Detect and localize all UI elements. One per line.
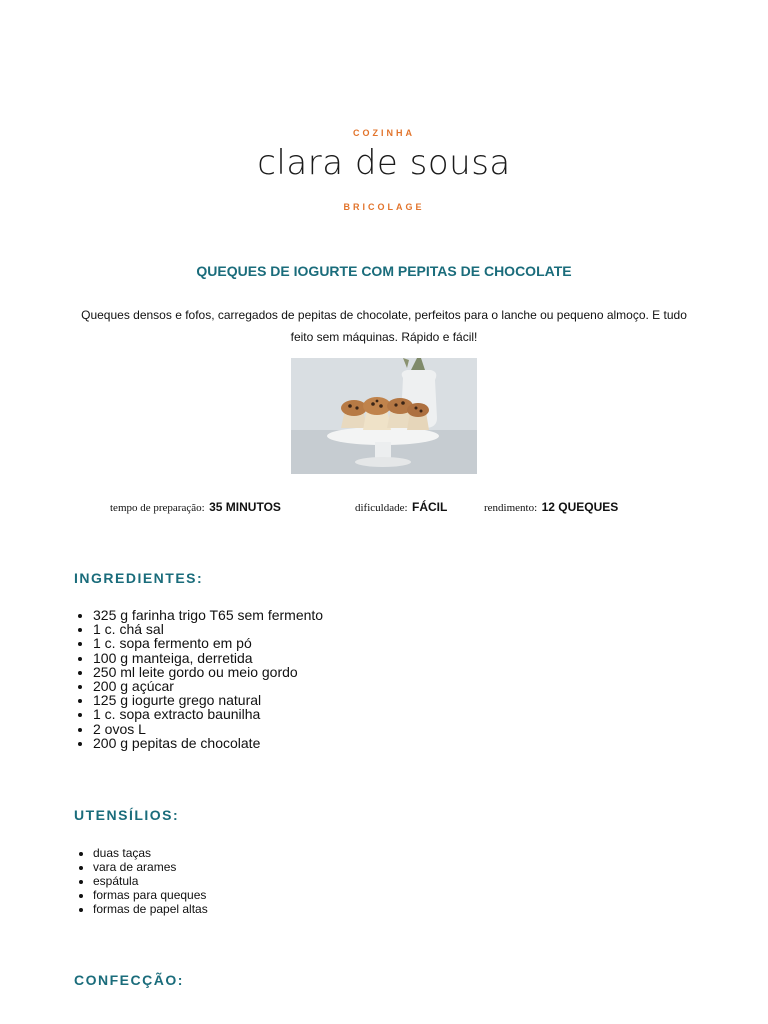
- brand-logo-name[interactable]: clara de sousa: [257, 143, 511, 183]
- recipe-meta: [0, 498, 768, 518]
- list-item: • 2 ovos L: [93, 722, 323, 736]
- list-item: • vara de arames: [93, 860, 208, 874]
- preparation-heading: CONFECÇÃO:: [74, 972, 184, 988]
- difficulty-value: FÁCIL: [412, 500, 448, 514]
- recipe-intro: Queques densos e fofos, carregados de pepitas de chocolate, perfeitos para o lanche ou pequeno almoço. E tudo feito sem máquinas. Rápido e fácil!: [81, 308, 687, 344]
- list-item: • 200 g pepitas de chocolate: [93, 736, 323, 750]
- list-item: • espátula: [93, 874, 208, 888]
- yield-value: 12 QUEQUES: [541, 500, 619, 514]
- recipe-photo: [291, 358, 477, 474]
- list-item: • 1 c. sopa fermento em pó: [93, 636, 323, 650]
- difficulty-label: dificuldade:: [355, 502, 408, 514]
- recipe-title: QUEQUES DE IOGURTE COM PEPITAS DE CHOCOLATE: [196, 263, 572, 279]
- yield: [484, 498, 618, 516]
- list-item: • 200 g açúcar: [93, 679, 323, 693]
- list-item: • 325 g farinha trigo T65 sem fermento: [93, 608, 323, 622]
- yield-label: rendimento:: [484, 502, 538, 514]
- list-item: • 1 c. sopa extracto baunilha: [93, 707, 323, 721]
- list-item: • 125 g iogurte grego natural: [93, 693, 323, 707]
- list-item: • 100 g manteiga, derretida: [93, 651, 323, 665]
- list-item: • 1 c. chá sal: [93, 622, 323, 636]
- difficulty: [355, 498, 447, 516]
- ingredients-list: [74, 608, 323, 750]
- brand-bottom-label: BRICOLAGE: [343, 202, 425, 212]
- prep-time-value: 35 MINUTOS: [209, 500, 281, 514]
- list-item: • formas para queques: [93, 888, 208, 902]
- list-item: • formas de papel altas: [93, 902, 208, 916]
- prep-time: [110, 498, 281, 516]
- utensils-list: [74, 846, 208, 916]
- list-item: • duas taças: [93, 846, 208, 860]
- ingredients-heading: INGREDIENTES:: [74, 570, 204, 586]
- brand-top-label: COZINHA: [353, 128, 415, 138]
- utensils-heading: UTENSÍLIOS:: [74, 807, 180, 823]
- prep-time-label: tempo de preparação:: [110, 502, 205, 514]
- list-item: • 250 ml leite gordo ou meio gordo: [93, 665, 323, 679]
